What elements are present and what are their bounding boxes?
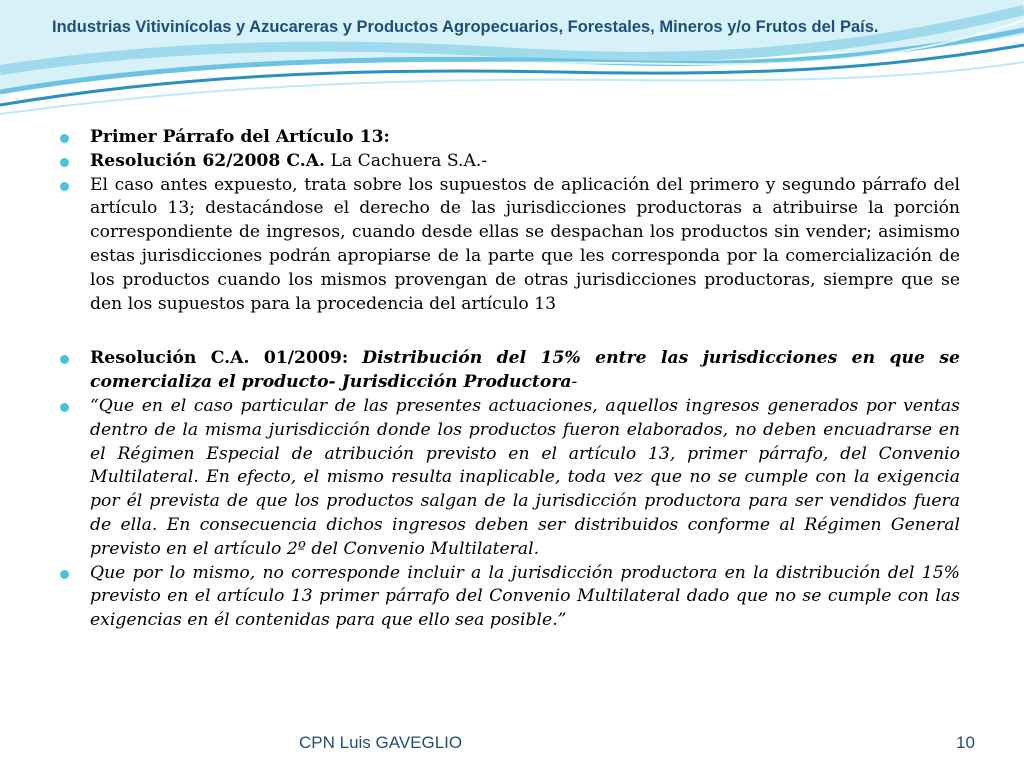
- bullet-dot-icon: [60, 355, 69, 364]
- bullet-text: La Cachuera S.A.-: [325, 150, 488, 171]
- slide-content: [58, 126, 960, 633]
- bullet-dot-icon: [60, 182, 69, 191]
- bullet-item: [58, 174, 960, 317]
- quote-text: “Que en el caso particular de las presentes actuaciones, aquellos ingresos generados por ventas dentro de la misma jurisdicción donde los productos fueron elaborados, no deben encuadrarse en el Régimen Especial de atribución previsto en el artículo 13, primer párrafo, del Convenio Multilateral. En efecto, el mismo resulta inaplicable, toda vez que no se cumple con la exigencia por él prevista de que los productos salgan de la jurisdicción productora para ser vendidos fuera de ella. En consecuencia dichos ingresos deben ser distribuidos conforme al Régimen General previsto en el artículo 2º del Convenio Multilateral.: [90, 395, 960, 559]
- bullet-item: [58, 347, 960, 395]
- page-number: 10: [956, 733, 975, 752]
- bullet-heading: Primer Párrafo del Artículo 13:: [90, 127, 390, 147]
- paragraph-spacer: [58, 316, 960, 347]
- footer-author: CPN Luis GAVEGLIO: [299, 733, 463, 752]
- bullet-dot-icon: [60, 570, 69, 579]
- bullet-item: [58, 126, 960, 150]
- bullet-item: [58, 150, 960, 174]
- bullet-item: [58, 395, 960, 562]
- bullet-item: [58, 562, 960, 633]
- bullet-heading: Resolución C.A. 01/2009:: [90, 348, 349, 369]
- bullet-text: -: [571, 372, 578, 393]
- bullet-text: El caso antes expuesto, trata sobre los supuestos de aplicación del primero y segundo párrafo del artículo 13; destacándose el derecho de las jurisdicciones productoras a atribuirse la porción correspondiente de ingresos, cuando desde ellas se despachan los productos sin vender; asimismo estas jurisdicciones podrán apropiarse de la parte que les corresponda por la comercialización de los productos cuando los mismos provengan de otras jurisdicciones productoras, siempre que se den los supuestos para la procedencia del artículo 13: [90, 174, 960, 314]
- bullet-dot-icon: [60, 158, 69, 167]
- header-wave-banner: [0, 0, 1024, 120]
- quote-text: Que por lo mismo, no corresponde incluir a la jurisdicción productora en la distribución del 15% previsto en el artículo 13 primer párrafo del Convenio Multilateral dado que no se cumple con las exigencias en él contenidas para que ello sea posible.”: [90, 562, 960, 631]
- bullet-subtitle: Distribución del 15% entre las jurisdicciones en que se comercializa el producto- Jurisdicción Productora: [90, 348, 960, 393]
- slide-title: Industrias Vitivinícolas y Azucareras y Productos Agropecuarios, Forestales, Mineros y/o Frutos del País.: [52, 18, 879, 36]
- bullet-dot-icon: [60, 134, 69, 143]
- bullet-dot-icon: [60, 403, 69, 412]
- bullet-heading: Resolución 62/2008 C.A.: [90, 150, 326, 171]
